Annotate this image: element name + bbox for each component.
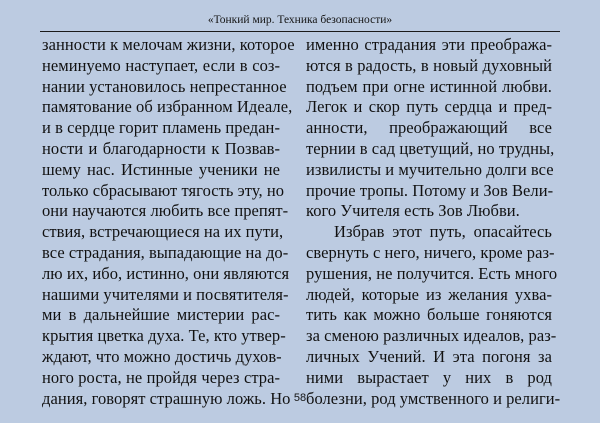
text-line: нашими учителями и посвятителя- <box>42 284 289 304</box>
text-line: личных Учений. И эта погоня за <box>306 346 552 366</box>
text-line: за сменою различных идеалов, раз- <box>306 326 557 346</box>
paragraph-start-line: Избрав этот путь, опасайтесь <box>334 222 552 242</box>
text-line: нании установилось непрестанное <box>42 76 287 96</box>
text-line: ми в дальнейшие мистерии рас- <box>42 305 280 325</box>
text-line: все страдания, выпадающие на до- <box>42 242 289 262</box>
text-line: именно страдания эти преобража- <box>306 35 552 54</box>
text-line: извилисты и мучительно долги все <box>306 159 554 179</box>
text-line: только сбрасывают тягость эту, но <box>42 180 285 200</box>
page-number: 58 <box>293 392 307 404</box>
text-line: Легок и скор путь сердца и пред- <box>306 97 552 117</box>
text-line: тернии в сад цветущий, но трудны, <box>306 138 555 158</box>
text-line: ются в радость, в новый духовный <box>306 55 552 75</box>
text-line: ними вырастает у них в род <box>306 367 552 387</box>
text-line: крытия цветка духа. Те, кто утвер- <box>42 326 286 346</box>
text-line: прочие тропы. Потому и Зов Вели- <box>306 180 554 200</box>
running-header: «Тонкий мир. Техника безопасности» <box>207 14 393 26</box>
text-line: тить как можно больше гоняются <box>306 305 552 325</box>
text-line: ждают, что можно достичь духов- <box>42 346 282 366</box>
right-column <box>306 35 561 409</box>
text-line: шему нас. Истинные ученики не <box>42 159 280 179</box>
text-line: ного роста, не пройдя через стра- <box>42 367 280 387</box>
text-line: дания, говорят страшную ложь. Но <box>42 388 291 408</box>
text-line: подъем при огне истинной любви. <box>306 76 552 96</box>
text-line: рушения, не получится. Есть много <box>306 263 558 283</box>
text-line: они научаются любить все препят- <box>42 201 289 221</box>
text-line: свернуть с него, ничего, кроме раз- <box>306 242 555 262</box>
text-line: неминуемо наступает, если в соз- <box>42 55 280 75</box>
text-line: занности к мелочам жизни, которое <box>42 35 295 54</box>
text-line: людей, которые из желания ухва- <box>306 284 552 304</box>
text-line: болезни, род умственного и религи- <box>306 388 561 408</box>
text-line: и в сердце горит пламень предан- <box>42 118 280 138</box>
text-line: анности, преображающий все <box>306 118 552 138</box>
text-line: ствия, встречающиеся на их пути, <box>42 222 284 242</box>
header-rule <box>40 31 560 32</box>
text-line: памятование об избранном Идеале, <box>42 97 293 117</box>
left-column <box>42 35 295 409</box>
text-line: лю их, ибо, истинно, они являются <box>42 263 290 283</box>
text-line: ности и благодарности к Позвав- <box>42 138 280 158</box>
text-line: кого Учителя есть Зов Любви. <box>306 201 520 221</box>
